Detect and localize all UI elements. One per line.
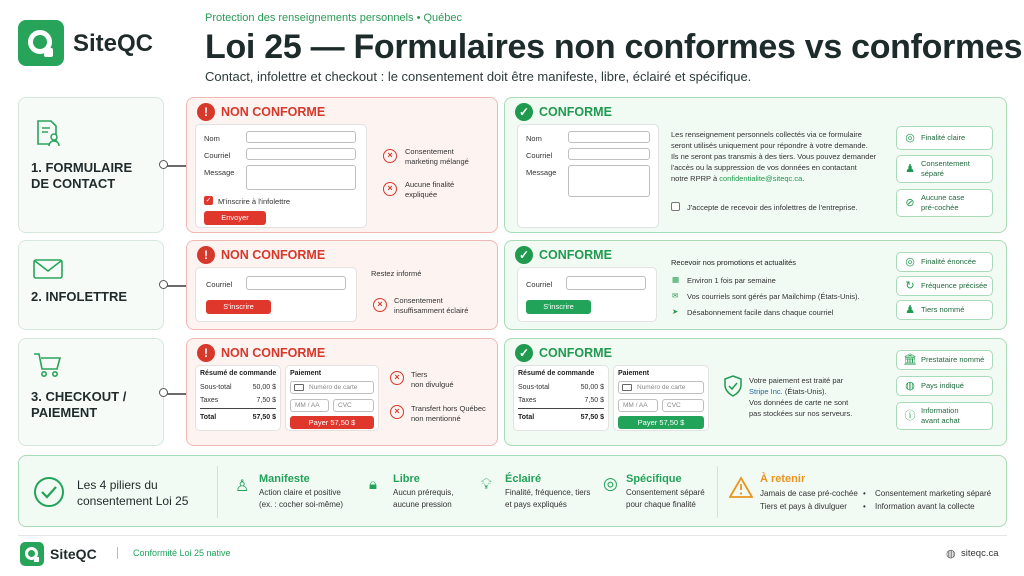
subtotal-label: Sous-total bbox=[200, 384, 232, 391]
credit-card-icon bbox=[294, 384, 304, 391]
footer-brand: SiteQC bbox=[50, 546, 97, 562]
chip-finalite-enoncee: ◎ Finalité énoncée bbox=[896, 252, 993, 272]
retain-item-3: Tiers et pays à divulguer bbox=[760, 502, 847, 511]
field-label-courriel: Courriel bbox=[204, 151, 231, 160]
newsletter-noncompliant-panel bbox=[186, 240, 498, 330]
alert-icon: ! bbox=[197, 246, 215, 264]
check-circle-icon: ✓ bbox=[515, 344, 533, 362]
order-summary-good bbox=[513, 365, 609, 431]
issue-third-party: Tiers non divulgué bbox=[411, 370, 454, 389]
newsletter-compliant-panel bbox=[504, 240, 1007, 330]
subtotal-value: 50,00 $ bbox=[580, 384, 604, 391]
lock-icon: 🔒︎ bbox=[369, 476, 377, 493]
field-label-message: Message bbox=[204, 168, 235, 177]
document-user-icon bbox=[33, 118, 63, 148]
point-unsubscribe: Désabonnement facile dans chaque courriel bbox=[687, 308, 834, 317]
check-circle-icon bbox=[33, 476, 65, 508]
cvc-placeholder: CVC bbox=[338, 402, 352, 409]
summary-title: Résumé de commande bbox=[200, 370, 277, 377]
message-textarea[interactable] bbox=[568, 165, 650, 197]
issue-transfer: Transfert hors Québec non mentionné bbox=[411, 404, 486, 423]
send-icon: ➤ bbox=[672, 307, 679, 316]
chip-frequence-precisee: ↻ Fréquence précisée bbox=[896, 276, 993, 296]
row-card-checkout bbox=[18, 338, 164, 446]
privacy-notice: Les renseignement personnels collectés via ce formulaire seront utilisés uniquement pour répondre à votre demande. Ils ne seront pas transmis à des tiers. Vous pouvez demander l'accès ou la suppression de vos données en contactant notre RPRP à confidentialite@siteqc.ca. bbox=[671, 130, 877, 183]
row-card-newsletter bbox=[18, 240, 164, 330]
issue-not-informed: Consentement insuffisamment éclairé bbox=[394, 296, 469, 315]
card-number-input[interactable] bbox=[618, 381, 704, 394]
pillar-title-manifeste: Manifeste bbox=[259, 473, 310, 485]
card-placeholder: Numéro de carte bbox=[309, 384, 358, 391]
field-label-message: Message bbox=[526, 168, 557, 177]
cvc-input[interactable] bbox=[333, 399, 374, 412]
chip-finalite-claire: ◎ Finalité claire bbox=[896, 126, 993, 150]
row-label-checkout-1: 3. CHECKOUT / bbox=[31, 389, 127, 404]
total-value: 57,50 $ bbox=[252, 414, 276, 421]
subtotal-value: 50,00 $ bbox=[252, 384, 276, 391]
order-summary-bad bbox=[195, 365, 281, 431]
taxes-value: 7,50 $ bbox=[584, 397, 604, 404]
summary-title: Résumé de commande bbox=[518, 370, 595, 377]
check-circle-icon: ✓ bbox=[515, 246, 533, 264]
row-label-contact-1: 1. FORMULAIRE bbox=[31, 160, 133, 175]
kicker-separator: • bbox=[416, 12, 421, 24]
newsletter-bad-heading: Restez informé bbox=[371, 269, 422, 278]
check-circle-icon: ✓ bbox=[515, 103, 533, 121]
pillars-heading: Les 4 piliers du consentement Loi 25 bbox=[77, 478, 189, 508]
refresh-icon: ↻ bbox=[905, 280, 915, 292]
kicker-region: Québec bbox=[423, 12, 463, 24]
status-noncompliant: NON CONFORME bbox=[221, 105, 326, 119]
shield-check-icon bbox=[723, 375, 743, 397]
expiry-input[interactable] bbox=[618, 399, 658, 412]
globe-icon: ◍ bbox=[905, 380, 915, 392]
field-label-courriel: Courriel bbox=[206, 280, 233, 289]
chip-consentement-separe: ♟ Consentement séparé bbox=[896, 155, 993, 183]
expiry-input[interactable] bbox=[290, 399, 329, 412]
payment-form-bad bbox=[285, 365, 379, 431]
status-compliant: CONFORME bbox=[539, 248, 612, 262]
card-number-input[interactable] bbox=[290, 381, 374, 394]
subtotal-label: Sous-total bbox=[518, 384, 550, 391]
globe-icon: ◍ bbox=[946, 548, 956, 560]
mail-icon: ✉ bbox=[672, 291, 679, 300]
pillar-desc-eclaire: Finalité, fréquence, tiers et pays expliqués bbox=[505, 488, 591, 509]
page-title: Loi 25 — Formulaires non conformes vs conformes bbox=[205, 28, 1023, 66]
retain-item-4: Information avant la collecte bbox=[875, 502, 975, 511]
row-label-checkout-2: PAIEMENT bbox=[31, 405, 98, 420]
issue-no-purpose: Aucune finalité expliquée bbox=[405, 180, 455, 199]
payment-title: Paiement bbox=[618, 370, 650, 377]
person-icon: ♙ bbox=[235, 478, 250, 495]
total-label: Total bbox=[518, 414, 535, 421]
pay-button[interactable]: Payer 57,50 $ bbox=[618, 416, 704, 429]
contact-compliant-panel bbox=[504, 97, 1007, 233]
x-circle-icon: × bbox=[373, 298, 387, 312]
subscribe-button[interactable]: S'inscrire bbox=[206, 300, 271, 314]
courriel-input[interactable] bbox=[246, 148, 356, 160]
payment-processor-notice: Votre paiement est traité par Stripe Inc. (États-Unis). Vos données de carte ne sont pas stockées sur nos serveurs. bbox=[749, 376, 853, 418]
total-value: 57,50 $ bbox=[580, 414, 604, 421]
bank-icon: 🏛 bbox=[903, 354, 917, 366]
credit-card-icon bbox=[622, 384, 632, 391]
status-compliant: CONFORME bbox=[539, 346, 612, 360]
kicker bbox=[205, 12, 462, 24]
field-label-nom: Nom bbox=[526, 134, 542, 143]
nom-input[interactable] bbox=[568, 131, 650, 143]
x-circle-icon: × bbox=[383, 149, 397, 163]
pillar-title-specifique: Spécifique bbox=[626, 473, 682, 485]
row-label-newsletter: 2. INFOLETTRE bbox=[31, 289, 128, 304]
envelope-icon bbox=[33, 258, 63, 280]
issue-marketing-mixed: Consentement marketing mélangé bbox=[405, 147, 469, 166]
cvc-input[interactable] bbox=[662, 399, 704, 412]
stripe-link[interactable]: Stripe Inc. bbox=[749, 387, 783, 396]
chip-prestataire-nomme: 🏛 Prestataire nommé bbox=[896, 350, 993, 370]
status-noncompliant: NON CONFORME bbox=[221, 248, 326, 262]
user-icon: ♟ bbox=[905, 163, 915, 175]
card-placeholder: Numéro de carte bbox=[637, 384, 686, 391]
siteqc-logo bbox=[18, 20, 64, 66]
bulb-icon: 💡︎ bbox=[481, 476, 492, 493]
payment-title: Paiement bbox=[290, 370, 322, 377]
status-compliant: CONFORME bbox=[539, 105, 612, 119]
courriel-input[interactable] bbox=[246, 276, 346, 290]
newsletter-form-bad bbox=[195, 267, 357, 322]
consent-pillars-panel bbox=[18, 455, 1007, 527]
pillar-desc-manifeste: Action claire et positive (ex. : cocher soi-même) bbox=[259, 488, 344, 509]
payment-form-good bbox=[613, 365, 709, 431]
courriel-input[interactable] bbox=[568, 148, 650, 160]
target-icon: ◎ bbox=[905, 132, 915, 144]
point-mailchimp: Vos courriels sont gérés par Mailchimp (États-Unis). bbox=[687, 292, 860, 301]
users-icon: ♟ bbox=[905, 304, 915, 316]
pay-button[interactable]: Payer 57,50 $ bbox=[290, 416, 374, 429]
retain-title: À retenir bbox=[760, 473, 806, 485]
brand-name: SiteQC bbox=[73, 30, 154, 57]
target-icon: ◎ bbox=[603, 474, 618, 493]
shopping-cart-icon bbox=[33, 351, 63, 379]
nom-input[interactable] bbox=[246, 131, 356, 143]
contact-noncompliant-panel bbox=[186, 97, 498, 233]
newsletter-form-good bbox=[517, 267, 657, 322]
x-circle-icon: × bbox=[390, 405, 404, 419]
contact-form-bad bbox=[195, 124, 367, 228]
pillar-desc-libre: Aucun prérequis, aucune pression bbox=[393, 488, 454, 509]
field-label-nom: Nom bbox=[204, 134, 220, 143]
info-icon: ⓘ bbox=[904, 410, 916, 422]
pillar-title-libre: Libre bbox=[393, 473, 420, 485]
retain-bullet: • bbox=[863, 502, 866, 511]
kicker-topic: Protection des renseignements personnels bbox=[205, 12, 414, 24]
target-icon: ◎ bbox=[905, 256, 915, 268]
pillar-desc-specifique: Consentement séparé pour chaque finalité bbox=[626, 488, 705, 509]
prechecked-checkbox[interactable]: ✓ bbox=[205, 197, 212, 204]
retain-bullet: • bbox=[863, 489, 866, 498]
x-circle-icon: × bbox=[383, 182, 397, 196]
chip-aucune-case: ⊘ Aucune case pré-cochée bbox=[896, 189, 993, 217]
total-label: Total bbox=[200, 414, 217, 421]
newsletter-optin-label: M'inscrire à l'infolettre bbox=[218, 197, 291, 206]
expiry-placeholder: MM / AA bbox=[623, 402, 648, 409]
status-noncompliant: NON CONFORME bbox=[221, 346, 326, 360]
alert-icon: ! bbox=[197, 344, 215, 362]
pillar-title-eclaire: Éclairé bbox=[505, 473, 542, 485]
chip-tiers-nomme: ♟ Tiers nommé bbox=[896, 300, 993, 320]
rprp-email-link[interactable]: confidentialite@siteqc.ca bbox=[719, 174, 803, 183]
ban-icon: ⊘ bbox=[905, 197, 915, 209]
taxes-label: Taxes bbox=[518, 397, 537, 404]
calendar-icon: ▦ bbox=[672, 275, 680, 284]
cvc-placeholder: CVC bbox=[667, 402, 681, 409]
footer-tagline: Conformité Loi 25 native bbox=[133, 548, 231, 558]
x-circle-icon: × bbox=[390, 371, 404, 385]
optin-checkbox[interactable] bbox=[671, 202, 680, 211]
subscribe-button[interactable]: S'inscrire bbox=[526, 300, 591, 314]
warning-icon bbox=[729, 476, 753, 498]
checkout-noncompliant-panel bbox=[186, 338, 498, 446]
taxes-value: 7,50 $ bbox=[256, 397, 276, 404]
page-subtitle: Contact, infolettre et checkout : le consentement doit être manifeste, libre, éclairé et spécifique. bbox=[205, 69, 752, 84]
footer-site-link[interactable]: siteqc.ca bbox=[961, 548, 999, 559]
contact-form-good bbox=[517, 124, 659, 228]
point-frequency: Environ 1 fois par semaine bbox=[687, 276, 776, 285]
courriel-input[interactable] bbox=[566, 276, 646, 290]
alert-icon: ! bbox=[197, 103, 215, 121]
footer-logo bbox=[20, 542, 44, 566]
newsletter-good-heading: Recevoir nos promotions et actualités bbox=[671, 258, 797, 267]
retain-item-2: Consentement marketing séparé bbox=[875, 489, 992, 498]
chip-information-avant-achat: ⓘ Information avant achat bbox=[896, 402, 993, 430]
row-label-contact-2: DE CONTACT bbox=[31, 176, 116, 191]
send-button[interactable]: Envoyer bbox=[204, 211, 266, 225]
taxes-label: Taxes bbox=[200, 397, 219, 404]
retain-item-1: Jamais de case pré-cochée bbox=[760, 489, 858, 498]
row-card-contact bbox=[18, 97, 164, 233]
optin-label: J'accepte de recevoir des infolettres de l'entreprise. bbox=[687, 203, 858, 212]
expiry-placeholder: MM / AA bbox=[295, 402, 320, 409]
field-label-courriel: Courriel bbox=[526, 151, 553, 160]
field-label-courriel: Courriel bbox=[526, 280, 553, 289]
chip-pays-indique: ◍ Pays indiqué bbox=[896, 376, 993, 396]
checkout-compliant-panel bbox=[504, 338, 1007, 446]
message-textarea[interactable] bbox=[246, 165, 356, 190]
